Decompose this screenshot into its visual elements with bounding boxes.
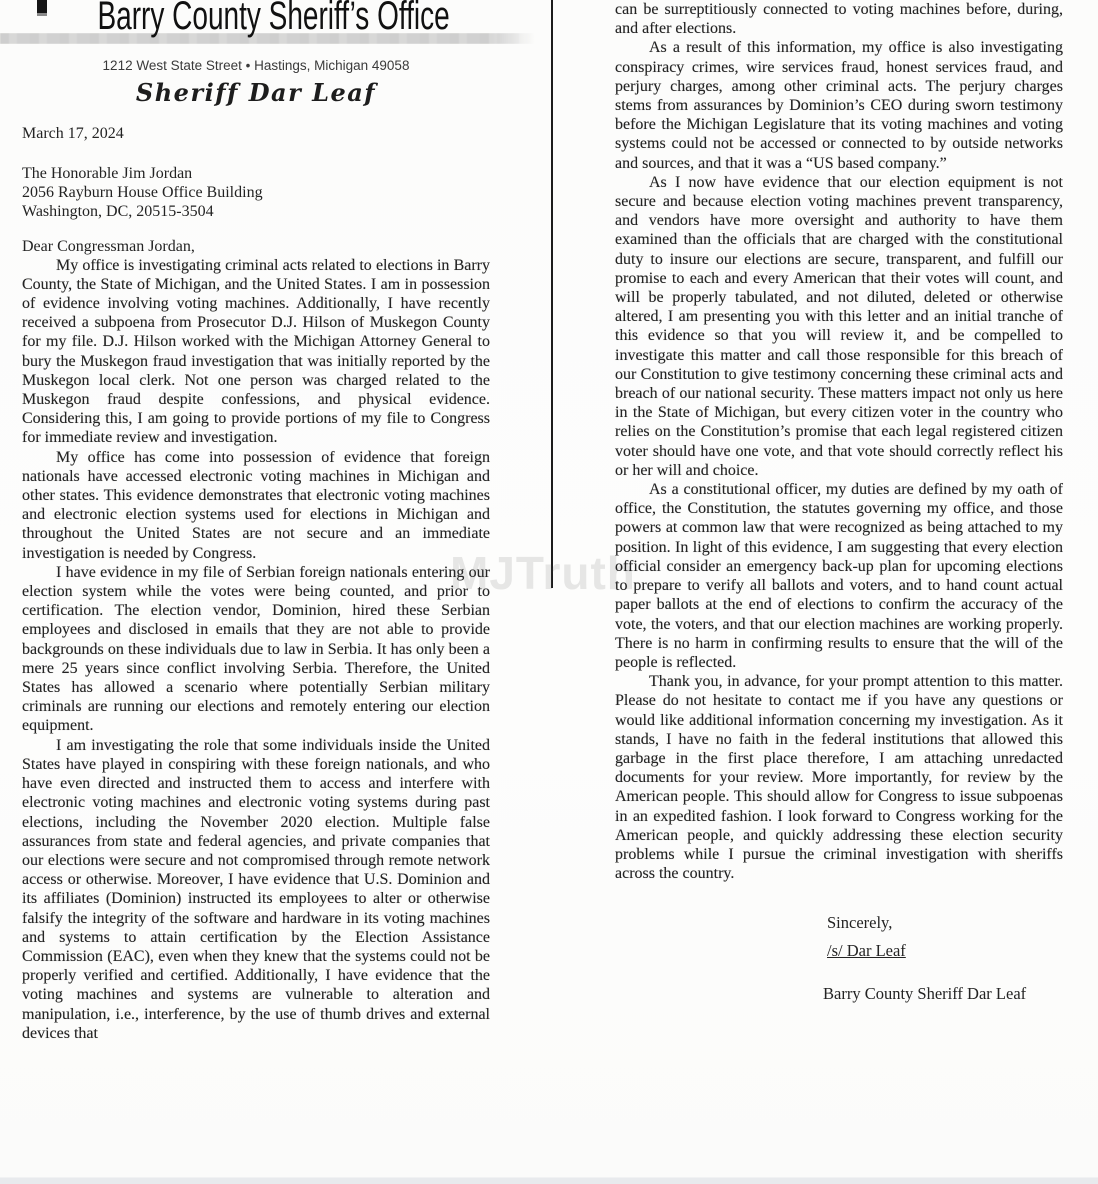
letter-date: March 17, 2024 xyxy=(22,125,124,142)
letterhead-sheriff-name: Sheriff Dar Leaf xyxy=(135,78,377,107)
recipient-line: Washington, DC, 20515-3504 xyxy=(22,203,214,221)
letter-paragraph: My office has come into possession of evidence that foreign nationals have accessed electronic voting machines in Michigan and other states. This evidence demonstrates that electronic voting machines and electronic election systems used for elections in Michigan and throughout the United States are not secure and an immediate investigation is needed by Congress. xyxy=(22,448,490,562)
letter-left-column xyxy=(22,0,490,1043)
recipient-line: The Honorable Jim Jordan xyxy=(22,165,193,182)
recipient-line: 2056 Rayburn House Office Building xyxy=(22,184,263,202)
salutation: Dear Congressman Jordan, xyxy=(22,237,195,255)
signature: /s/ Dar Leaf xyxy=(827,941,906,961)
letter-paragraph: As a constitutional officer, my duties are defined by my oath of office, the Constitution, the statutes governing my office, and those powers at common law that were recognized as being attached to my position. In light of this evidence, I am suggesting that every election official consider an emergency back-up plan for upcoming elections to prepare to verify all ballots and voters, and to hand count actual paper ballots at the end of elections to confirm the accuracy of the vote, the voters, and that our election machines are working properly. There is no harm in confirming results to ensure that the will of the people is reflected. xyxy=(615,481,1063,671)
letter-paragraph: Thank you, in advance, for your prompt attention to this matter. Please do not hesitate to contact me if you have any questions or would like additional information concerning my investigation. As it stands, I have no faith in the federal institutions that allowed this garbage in the first place therefore, I am attaching unredacted documents for your review. More importantly, for review by the American people. This should allow for Congress to issue subpoenas in an expedited fashion. I look forward to Congress working for the American people, and quickly addressing these election security problems while I pursue the criminal investigation with sheriffs across the country. xyxy=(615,673,1063,883)
letter-paragraph: I have evidence in my file of Serbian foreign nationals entering our election system while the votes were being counted, and prior to certification. The election vendor, Dominion, hired these Serbian employees and disclosed in emails that they are not able to provide backgrounds on these individuals due to law in Serbia. It has only been a mere 25 years since conflict involving Serbia. Therefore, the United States has allowed a scenario where potentially Serbian military criminals are running our elections and remotely entering our election equipment. xyxy=(22,563,490,735)
letter-paragraph: I am investigating the role that some individuals inside the United States have played in conspiring with these foreign nationals, and who have even directed and instructed them to access and interfere with electronic voting machines and electronic voting systems during past elections, including the November 2020 election. Multiple false assurances from state and federal agencies, and private companies that our elections were secure and not compromised through remote network access or otherwise. Moreover, I have evidence that U.S. Dominion and its affiliates (Dominion) instructed its employees to alter or otherwise falsify the integrity of the software and hardware in its voting machines and systems to attain certification by the Election Assistance Commission (EAC), even when they knew that the systems could not be properly verified and certified. Additionally, I have evidence that the voting machines and systems are vulnerable to alteration and manipulation, i.e., interference, by the use of thumb drives and external devices that xyxy=(22,736,490,1042)
letter-paragraph: As I now have evidence that our election equipment is not secure and because election voting machines prevent transparency, and vendors have more oversight and authority to have them examined than the officials that are charged with the constitutional duty to insure our elections are secure, transparent, and fulfill our promise to each and every American that their votes will count, and will be properly tabulated, and not diluted, deleted or otherwise altered, I am presenting you with this letter and an initial tranche of this evidence so that you will review it, and be compelled to investigate this matter and call those responsible for this breach of our Constitution to give testimony concerning these criminal acts and breach of our national security. These matters impact not only us here in the State of Michigan, but every citizen voter in the country who relies on the Constitution’s promise that each legal registered citizen voter should have one vote, and that vote should correctly reflect his or her will and choice. xyxy=(615,173,1063,479)
letterhead-office-name: Barry County Sheriff’s Office xyxy=(97,0,450,38)
letterhead-title xyxy=(22,0,490,36)
letter-paragraph: My office is investigating criminal acts related to elections in Barry County, the State of Michigan, and the United States. I am in possession of evidence involving voting machines. Additionally, I have recently received a subpoena from Prosecutor D.J. Hilson of Muskegon County for my file. D.J. Hilson worked with the Michigan Attorney General to bury the Muskegon fraud investigation that was initially reported by the Muskegon local clerk. Not one person was charged related to the Muskegon fraud despite confessions, and physical evidence. Considering this, I am going to provide portions of my file to Congress for immediate review and investigation. xyxy=(22,256,490,447)
signature-name: Barry County Sheriff Dar Leaf xyxy=(823,984,1027,1004)
recipient-address-block xyxy=(22,164,490,222)
column-divider-line xyxy=(551,0,553,588)
signature-block xyxy=(823,913,1063,1004)
screenshot-bottom-strip xyxy=(0,1177,1098,1184)
letter-right-column xyxy=(615,0,1063,1004)
letter-paragraph-continuation: can be surreptitiously connected to voting machines before, during, and after elections. xyxy=(615,1,1063,38)
letterhead-address: 1212 West State Street • Hastings, Michigan 49058 xyxy=(102,58,410,73)
watermark-text: MJTruth xyxy=(450,547,636,599)
closing: Sincerely, xyxy=(827,913,893,933)
letter-paragraph: As a result of this information, my office is also investigating conspiracy crimes, wire services fraud, honest services fraud, and perjury charges, among other criminal acts. The perjury charges stems from assurances by Dominion’s CEO during sworn testimony before the Michigan Legislature that its voting machines and voting systems could not be accessed or connected to by outside networks and sources, and that it was a “US based company.” xyxy=(615,39,1063,172)
